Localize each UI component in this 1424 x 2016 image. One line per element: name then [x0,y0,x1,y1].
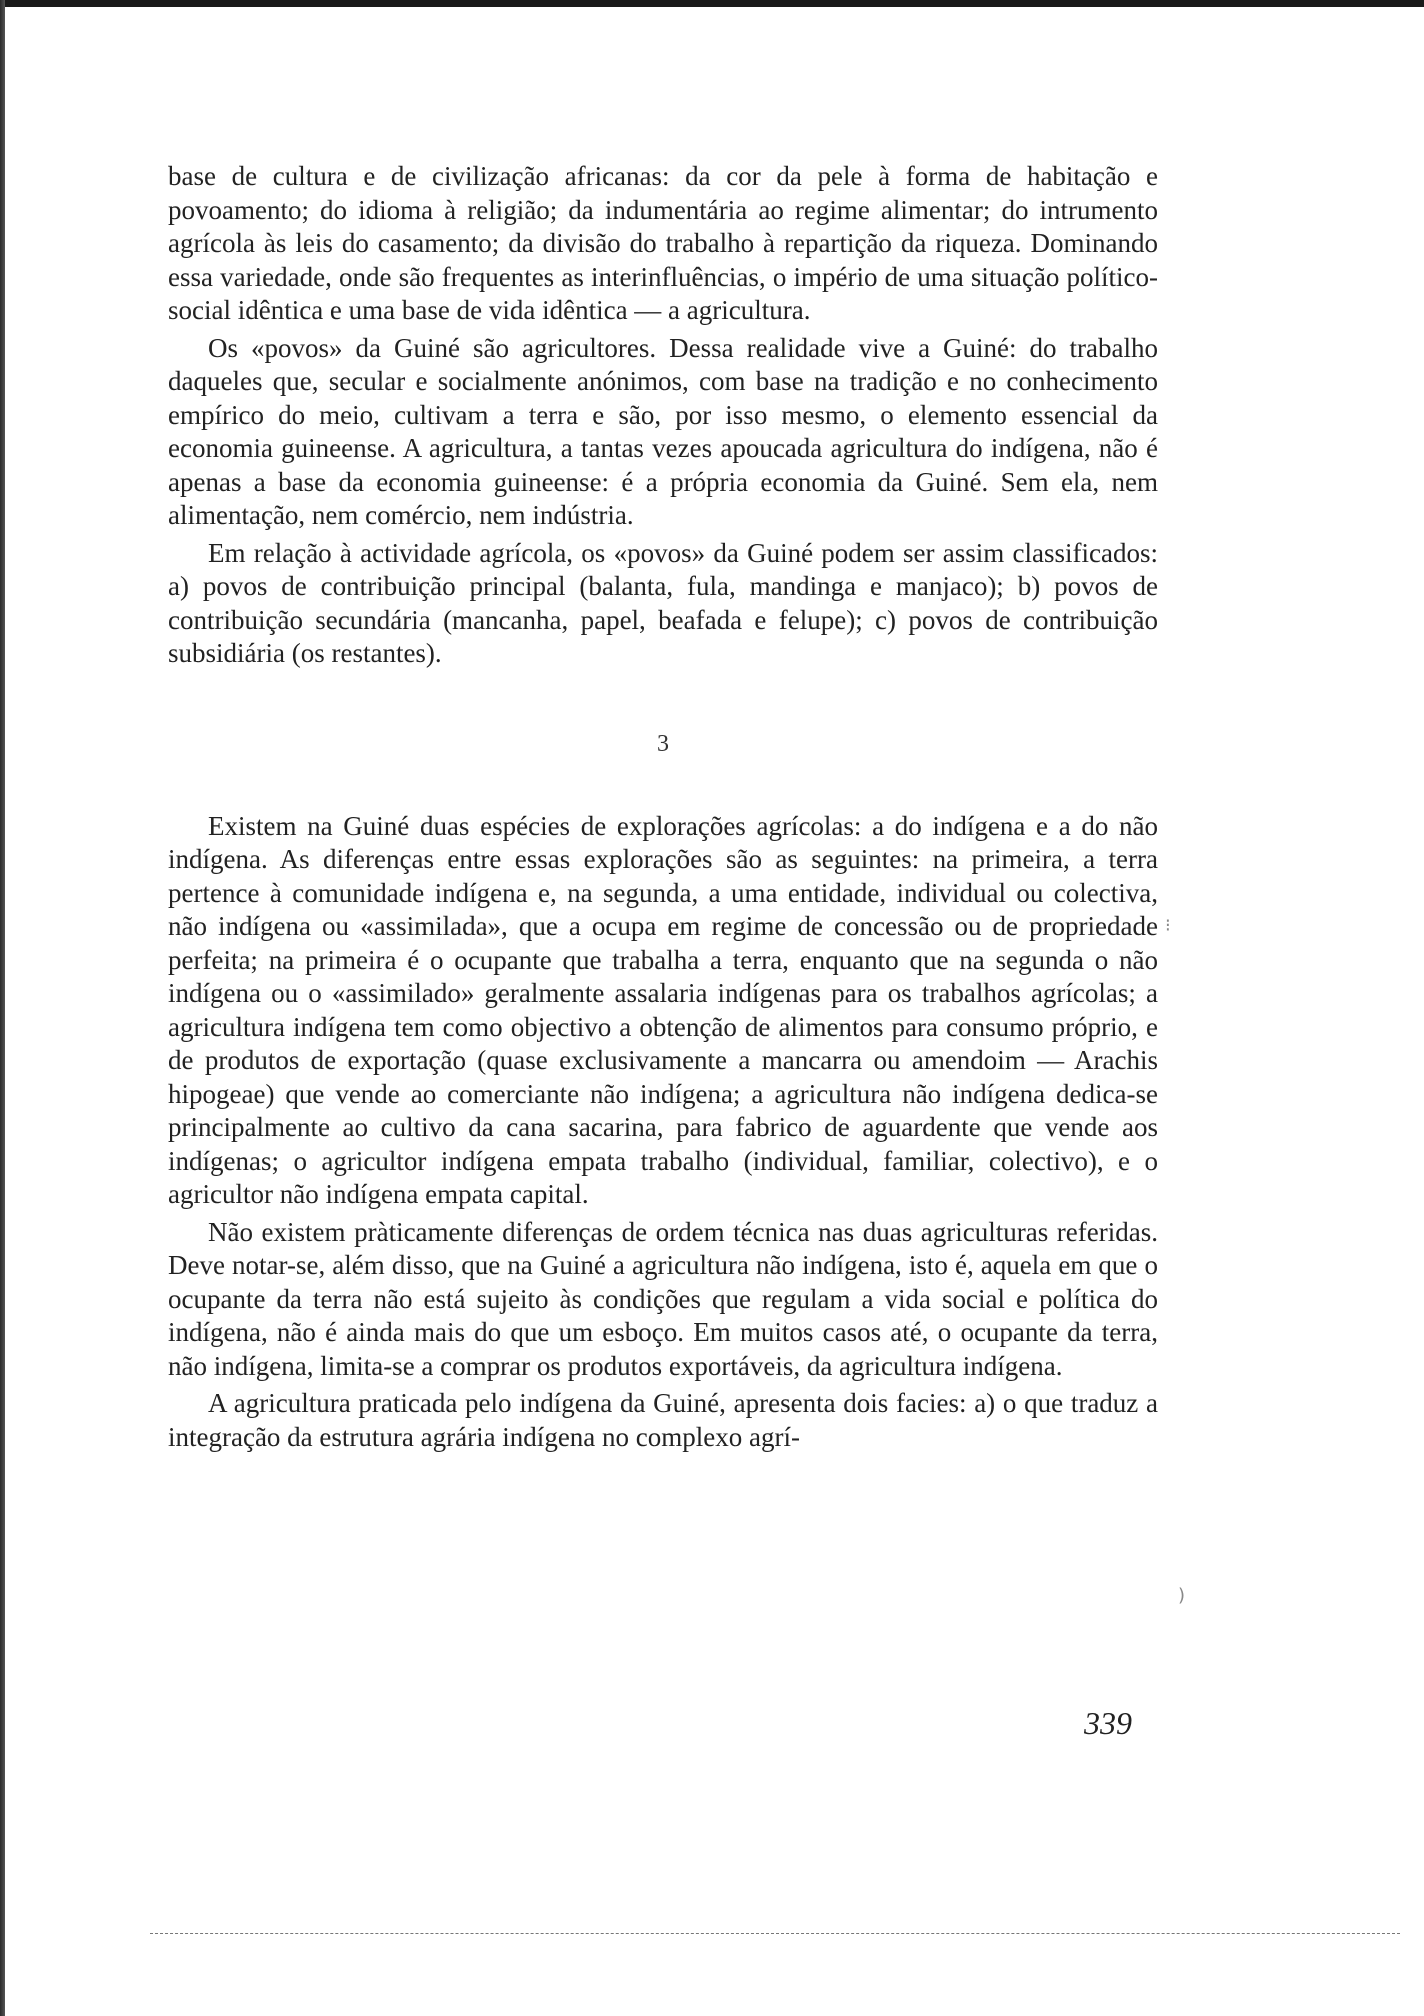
paragraph: Os «povos» da Guiné são agricultores. Dessa realidade vive a Guiné: do trabalho daqueles que, secular e socialmente anónimos, com base na tradição e no conhecimento empírico do meio, cultivam a terra e são, por isso mesmo, o elemento essencial da economia guineense. A agricultura, a tantas vezes apoucada agricultura do indígena, não é apenas a base da economia guineense: é a própria economia da Guiné. Sem ela, nem alimentação, nem comércio, nem indústria. [168,332,1158,530]
page-number: 339 [1084,1705,1132,1741]
page-body [168,160,1158,1458]
paragraph: Não existem pràticamente diferenças de ordem técnica nas duas agriculturas referidas. Deve notar-se, além disso, que na Guiné a agricultura não indígena, isto é, aquela em que o ocupante da terra não está sujeito às condições que regulam a vida social e política do indígena, não é ainda mais do que um esboço. Em muitos casos até, o ocupante da terra, não indígena, limita-se a comprar os produtos exportáveis, da agricultura indígena. [168,1216,1158,1381]
scan-edge-line [150,1933,1400,1935]
scan-border-left [0,0,5,2016]
section-number: 3 [657,730,669,757]
margin-mark: ⁝ [1165,915,1171,936]
scan-border-top [0,0,1424,7]
paragraph: base de cultura e de civilização africanas: da cor da pele à forma de habitação e povoamento; do idioma à religião; da indumentária ao regime alimentar; do intrumento agrícola às leis do casamento; da divisão do trabalho à repartição da riqueza. Dominando essa variedade, onde são frequentes as interinfluências, o império de uma situação político-social idêntica e uma base de vida idêntica — a agricultura. [168,161,1158,325]
paragraph: Em relação à actividade agrícola, os «povos» da Guiné podem ser assim classificados: a) povos de contribuição principal (balanta, fula, mandinga e manjaco); b) povos de contribuição secundária (mancanha, papel, beafada e felupe); c) povos de contribuição subsidiária (os restantes). [168,537,1158,668]
paragraph: Existem na Guiné duas espécies de explorações agrícolas: a do indígena e a do não indígena. As diferenças entre essas explorações são as seguintes: na primeira, a terra pertence à comunidade indígena e, na segunda, a uma entidade, individual ou colectiva, não indígena ou «assimilada», que a ocupa em regime de concessão ou de propriedade perfeita; na primeira é o ocupante que trabalha a terra, enquanto que na segunda o não indígena ou o «assimilado» geralmente assalaria indígenas para os trabalhos agrícolas; a agricultura indígena tem como objectivo a obtenção de alimentos para consumo próprio, e de produtos de exportação (quase exclusivamente a mancarra ou amendoim — Arachis hipogeae) que vende ao comerciante não indígena; a agricultura não indígena dedica-se principalmente ao cultivo da cana sacarina, para fabrico de aguardente que vende aos indígenas; o agricultor indígena empata trabalho (individual, familiar, colectivo), e o agricultor não indígena empata capital. [168,810,1158,1209]
margin-mark: ) [1178,1585,1186,1606]
paragraph: A agricultura praticada pelo indígena da Guiné, apresenta dois facies: a) o que traduz a integração da estrutura agrária indígena no complexo agrí- [168,1388,1158,1452]
